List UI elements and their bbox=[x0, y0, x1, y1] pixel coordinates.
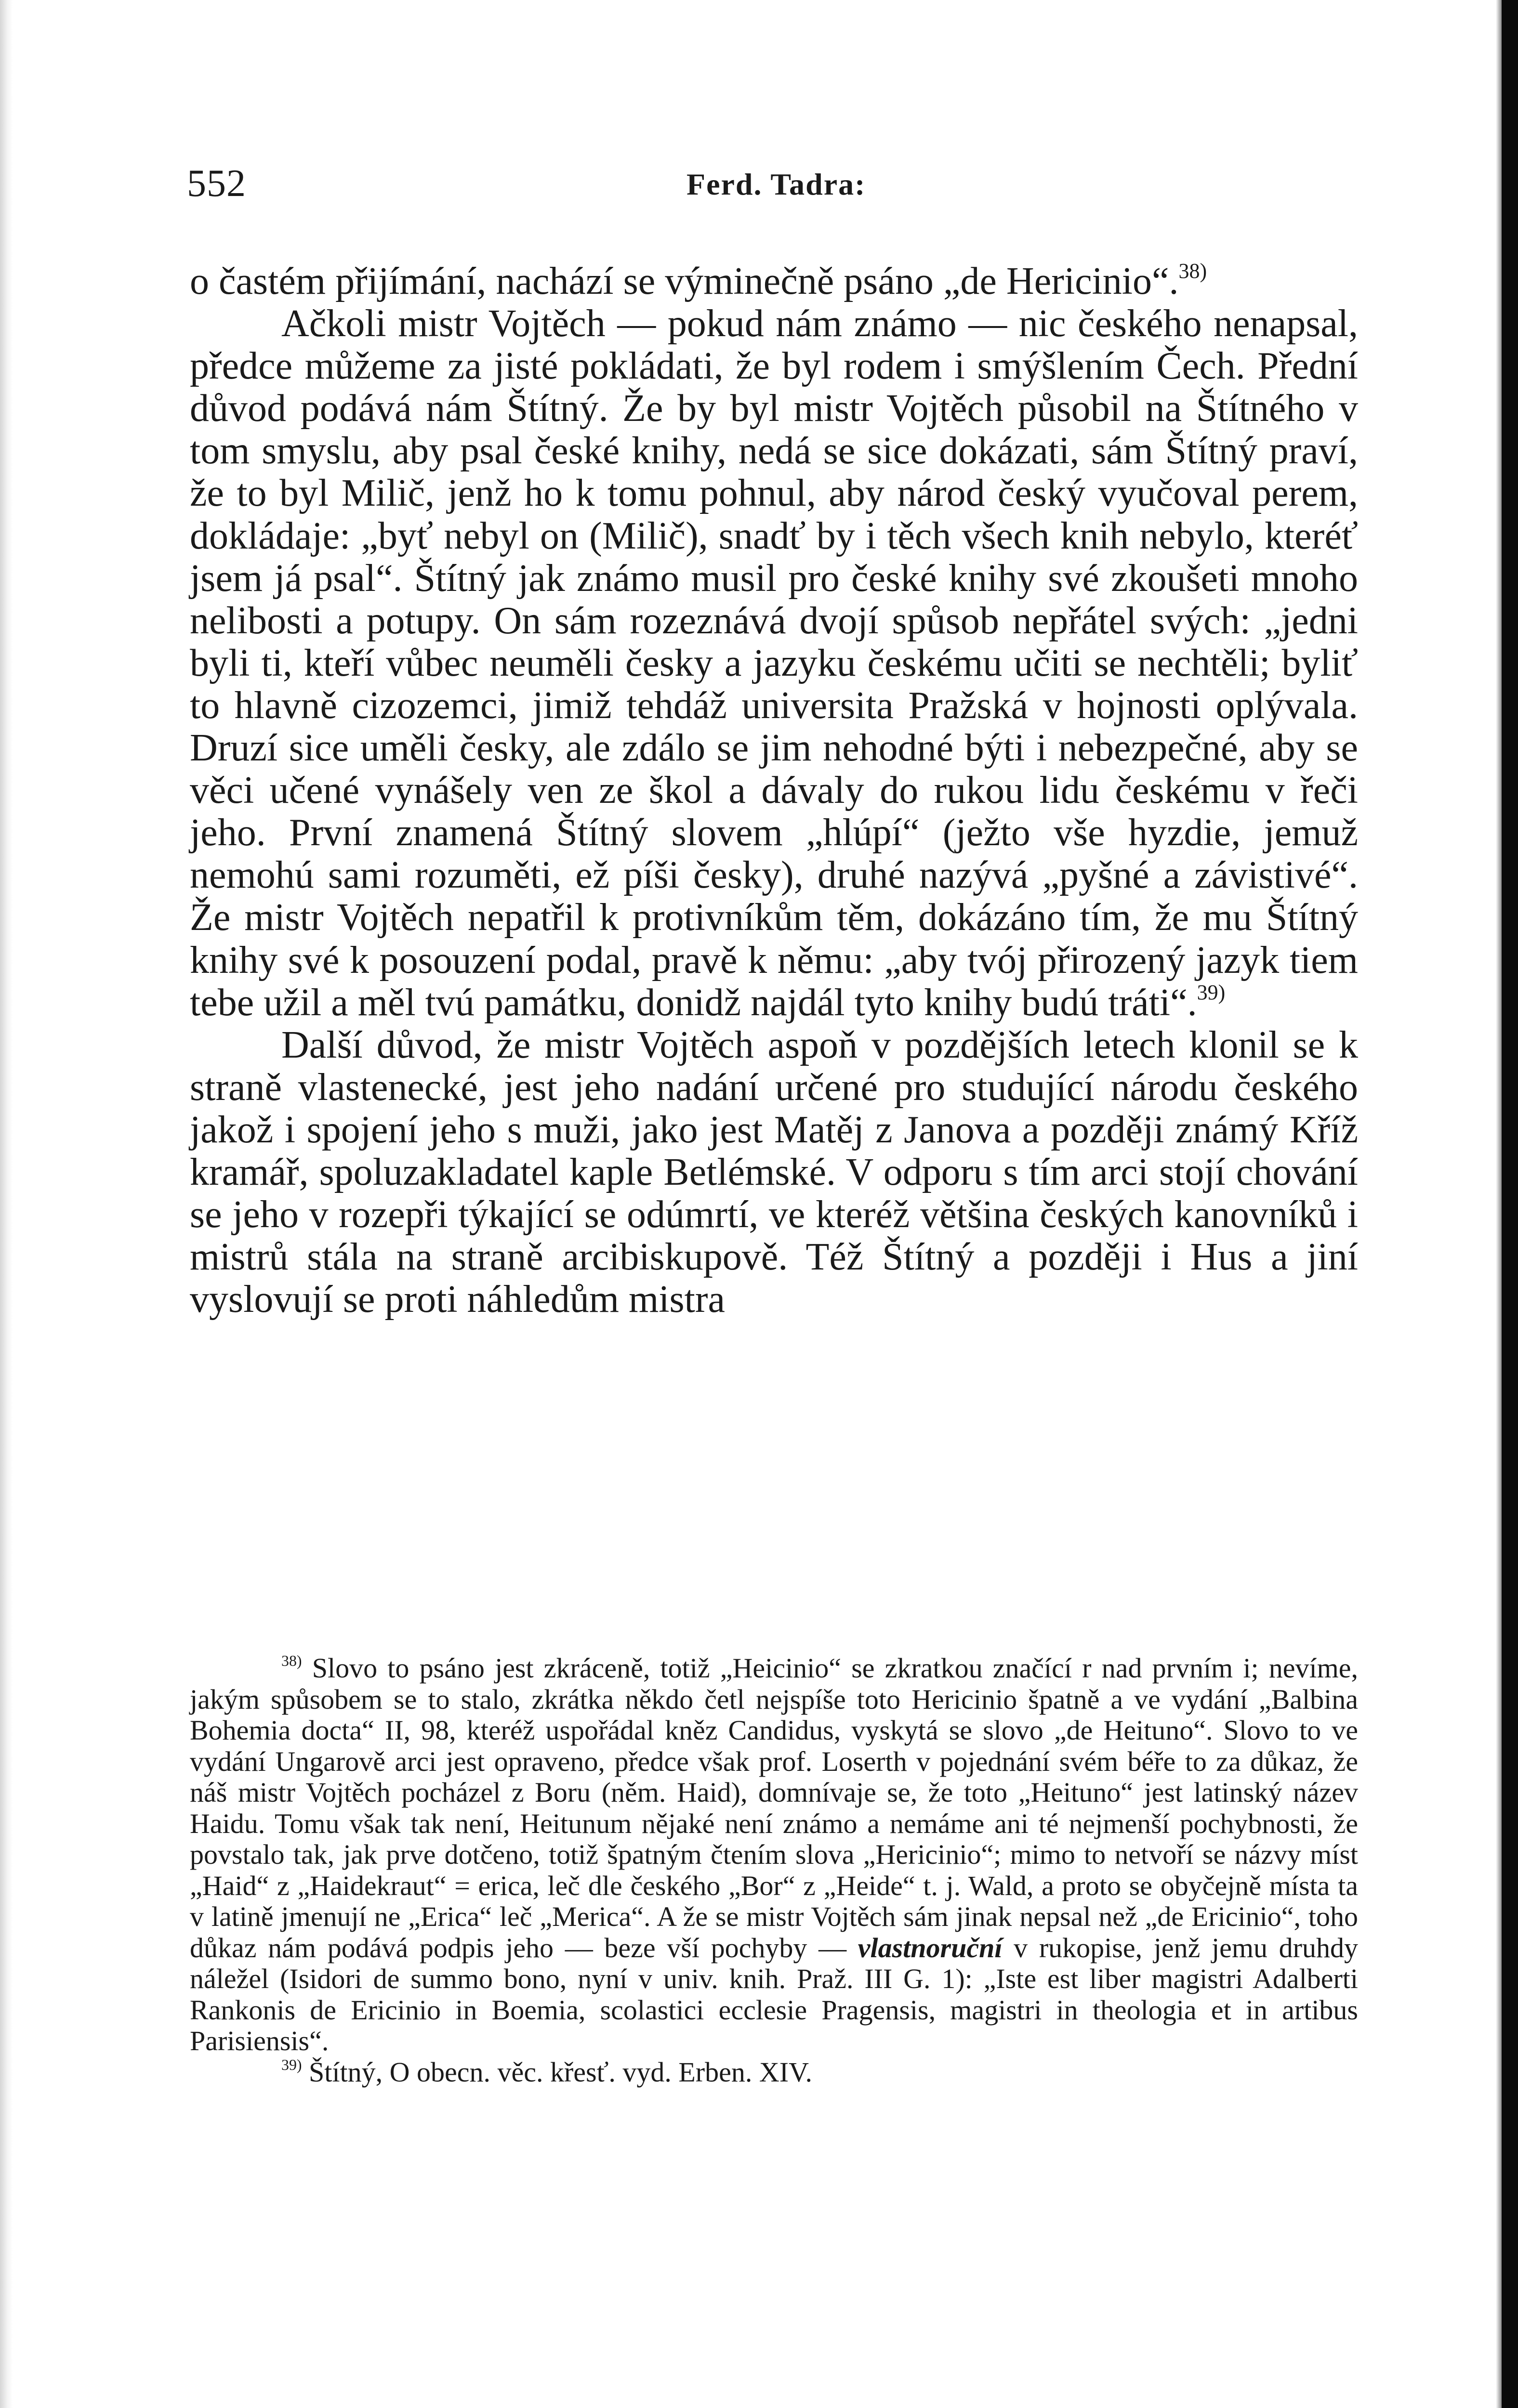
footnote-38-text-a: Slovo to psáno jest zkráceně, totiž „Heicinio“ se zkratkou značící r nad prvním i; nevíme, jakým spůsobem se to stalo, zkrátka někdo četl nejspíše toto Hericinio špatně a ve vydání „Balbina Bohemia docta“ II, 98, kteréž uspořádal kněz Candidus, vyskytá se slovo „de Heituno“. Slovo to ve vydání Ungarově arci jest opraveno, předce však prof. Loserth v pojednání svém béře to za důkaz, že náš mistr Vojtěch pocházel z Boru (něm. Haid), domnívaje se, že toto „Heituno“ jest latinský název Haidu. Tomu však tak není, Heitunum nějaké není známo a nemáme ani té nejmenší pochybnosti, že povstalo tak, jak prve dotčeno, totiž špatným čtením slova „Hericinio“; mimo to netvoří se názvy míst „Haid“ z „Haidekraut“ = erica, leč dle českého „Bor“ z „Heide“ t. j. Wald, a proto se obyčejně místa ta v latině jmenují ne „Erica“ leč „Merica“. A že se mistr Vojtěch sám jinak nepsal než „de Ericinio“, toho důkaz nám podává podpis jeho — beze vší pochyby — bbox=[190, 1652, 1358, 1963]
main-text bbox=[190, 260, 1358, 1321]
scan-left-edge bbox=[0, 0, 13, 2408]
footnote-38-text-b: v rukopise, jenž jemu druhdy náležel (Isidori de summo bono, nyní v univ. knih. Praž. III G. 1): „Iste est liber magistri Adalberti Rankonis de Ericinio in Boemia, scolastici ecclesie Pragensis, magistri in theologia et in artibus Parisiensis“. bbox=[190, 1932, 1358, 2056]
running-head: Ferd. Tadra: bbox=[686, 167, 866, 201]
footnote-38-emphasis: vlastnoruční bbox=[858, 1932, 1003, 1963]
paragraph-1-text: o častém přijímání, nachází se výminečně psáno „de Hericinio“. bbox=[190, 260, 1179, 302]
paragraph-3 bbox=[190, 1024, 1358, 1321]
paragraph-1 bbox=[190, 260, 1358, 302]
footnote-38 bbox=[190, 1653, 1358, 2057]
paragraph-2 bbox=[190, 302, 1358, 1024]
paragraph-2-text: Ačkoli mistr Vojtěch — pokud nám známo — nic českého nenapsal, předce můžeme za jisté pokládati, že byl rodem i smýšlením Čech. Přední důvod podává nám Štítný. Že by byl mistr Vojtěch působil na Štítného v tom smyslu, aby psal české knihy, nedá se sice dokázati, sám Štítný praví, že to byl Milič, jenž ho k tomu pohnul, aby národ český vyučoval perem, dokládaje: „byť nebyl on (Milič), snadť by i těch všech knih nebylo, kteréť jsem já psal“. Štítný jak známo musil pro české knihy své zkoušeti mnoho nelibosti a potupy. On sám rozeznává dvojí spůsob nepřátel svých: „jedni byli ti, kteří vůbec neuměli česky a jazyku českému učiti se nechtěli; byliť to hlavně cizozemci, jimiž tehdáž universita Pražská v hojnosti oplývala. Druzí sice uměli česky, ale zdálo se jim nehodné býti i nebezpečné, aby se věci učené vynášely ven ze škol a dávaly do rukou lidu českému v řeči jeho. První znamená Štítný slovem „hlúpí“ (ježto vše hyzdie, jemuž nemohú sami rozuměti, ež píši česky), druhé nazývá „pyšné a závistivé“. Že mistr Vojtěch nepatřil k protivníkům těm, dokázáno tím, že mu Štítný knihy své k posouzení podal, pravě k němu: „aby tvój přirozený jazyk tiem tebe užil a měl tvú památku, donidž najdál tyto knihy budú tráti“. bbox=[190, 302, 1358, 1024]
footnote-38-marker: 38) bbox=[281, 1652, 302, 1670]
footnote-ref-39: 39) bbox=[1197, 980, 1226, 1004]
footnote-39 bbox=[190, 2057, 1358, 2088]
footnotes bbox=[190, 1653, 1358, 2088]
footnote-39-marker: 39) bbox=[281, 2056, 302, 2073]
scan-right-shadow bbox=[1496, 0, 1502, 2408]
page-number: 552 bbox=[187, 162, 246, 205]
paragraph-3-text: Další důvod, že mistr Vojtěch aspoň v pozdějších letech klonil se k straně vlastenecké, jest jeho nadání určené pro studující národu českého jakož i spojení jeho s muži, jako jest Matěj z Janova a později známý Kříž kramář, spoluzakladatel kaple Betlémské. V odporu s tím arci stojí chování se jeho v rozepři týkající se odúmrtí, ve kteréž většina českých kanovníků i mistrů stála na straně arcibiskupově. Též Štítný a později i Hus a jiní vyslovují se proti náhledům mistra bbox=[190, 1023, 1358, 1321]
footnote-39-text: Štítný, O obecn. věc. křesť. vyd. Erben. XIV. bbox=[302, 2056, 812, 2088]
scan-right-edge bbox=[1502, 0, 1518, 2408]
footnote-ref-38: 38) bbox=[1178, 259, 1207, 283]
